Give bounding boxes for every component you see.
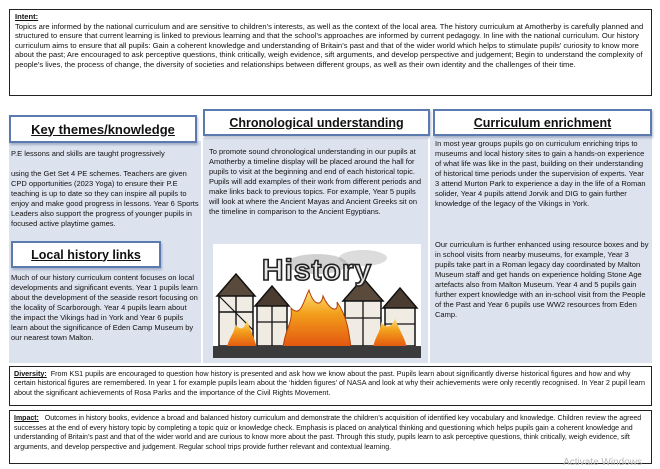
key-themes-para1: P.E lessons and skills are taught progressively	[11, 149, 165, 158]
key-themes-heading: Key themes/knowledge	[9, 115, 197, 143]
history-illustration	[213, 244, 421, 358]
impact-box	[9, 410, 652, 464]
intent-label: Intent:	[15, 12, 39, 21]
enrichment-heading: Curriculum enrichment	[433, 109, 652, 136]
diversity-label: Diversity:	[14, 369, 47, 378]
chronological-heading: Chronological understanding	[203, 109, 430, 136]
intent-box	[9, 9, 652, 96]
chronological-text: To promote sound chronological understanding in our pupils at Amotherby a timeline display will be placed around the hall for pupils to visit at the beginning and end of each historical topic. Pupils will add examples of their work from different periods and make links back to previous topics. For example, Year 5 pupils will look at where the Ancient Mayas and Ancient Greeks sit on the timeline in comparison to the Ancient Egyptians.	[209, 147, 422, 216]
activate-windows-watermark: Activate Windows	[563, 457, 642, 468]
enrichment-para1: In most year groups pupils go on curriculum enriching trips to museums and local history sites to gain a hands-on experience of what life was like in the past, building on their understanding of historical time periods under the supervision of experts. Year 3 attend Murton Park to experience a day in the life of a Roman solider, Year 4 pupils attend Jorvik and DIG to gain further knowledge of the legacy of the Vikings in York.	[435, 139, 646, 208]
right-panel	[430, 136, 652, 363]
enrichment-para2: Our curriculum is further enhanced using resource boxes and by in school visits from nearby museums, for example, Year 3 pupils take part in a Roman legacy day coordinated by Malton Museum staff and get hands on experience holding Stone Age artefacts also from Malton Museum. Year 4 and 5 pupils gain further expert knowledge with an in-school visit from the People of the Past and Year 6 pupils use WW2 resources from Eden Camp.	[435, 240, 649, 319]
intent-section	[15, 12, 646, 70]
impact-text: Outcomes in history books, evidence a broad and balanced history curriculum and demonstrate the children’s acquisition of identified key vocabulary and knowledge. Children review the agreed successes at the end of every history topic by completing a topic quiz or knowledge check. Emphasis is placed on analytical thinking and questioning which helps pupils gain a coherent knowledge and understanding of Britain’s past and that of the wider world and are curious to know more about the past. Through this study, pupils learn to ask perceptive questions, think critically, weigh evidence, sift arguments, and develop perspective and judgement. Regular school trips provide further relevant and contextual learning.	[14, 415, 642, 451]
diversity-section	[14, 369, 647, 397]
impact-section	[14, 414, 647, 452]
history-image	[213, 244, 421, 358]
diversity-box	[9, 366, 652, 406]
key-themes-para2: using the Get Set 4 PE schemes. Teachers are given CPD opportunities (2023 Yoga) to ensure their P.E teaching is up to date so they can inspire all pupils to enjoy and make good progress in lessons. Year 6 Sports Leaders also support the progress of younger pupils in focused active playtime games.	[11, 169, 199, 228]
local-history-heading: Local history links	[11, 241, 161, 268]
impact-label: Impact:	[14, 415, 39, 422]
history-title-text: History	[261, 254, 373, 287]
diversity-text: From KS1 pupils are encouraged to question how history is presented and ask how we know about the past. Pupils learn about significantly diverse historical figures and how and why certain historical figures are remembered. In year 1 for example pupils learn about the ‘hidden figures’ of NASA and look at why their achievements were only recently recognised. In Year 2 pupil learn about the significant achievements of Rosa Parks and the importance of the Civil Rights Movement.	[14, 369, 645, 397]
local-history-text: Much of our history curriculum content focuses on local developments and significant events. Year 1 pupils learn about the development of the seaside resort focusing on the locality of Scarborough. Year 4 pupils learn about the impact the Vikings had in York and Year 6 pupils learn about the significance of Eden Camp Museum by our nearest town Malton.	[11, 273, 198, 342]
intent-text: Topics are informed by the national curriculum and are sensitive to children’s interests, as well as the context of the local area. The history curriculum at Amotherby is carefully planned and structured to ensure that current learning is linked to previous learning and that the school’s approaches are informed by current pedagogy. In line with the national curriculum. Our history curriculum aims to ensure that all pupils: Gain a coherent knowledge and understanding of Britain’s past and that of the wider world which helps to stimulate pupils’ curiosity to know more about the past; Are encouraged to ask perceptive questions, think critically, weigh evidence, sift arguments, and develop perspective and judgement; Begin to understand the complexity of people’s lives, the process of change, the diversity of societies and relationships between different groups, as well as their own identity and the challenges of their time.	[15, 21, 644, 69]
